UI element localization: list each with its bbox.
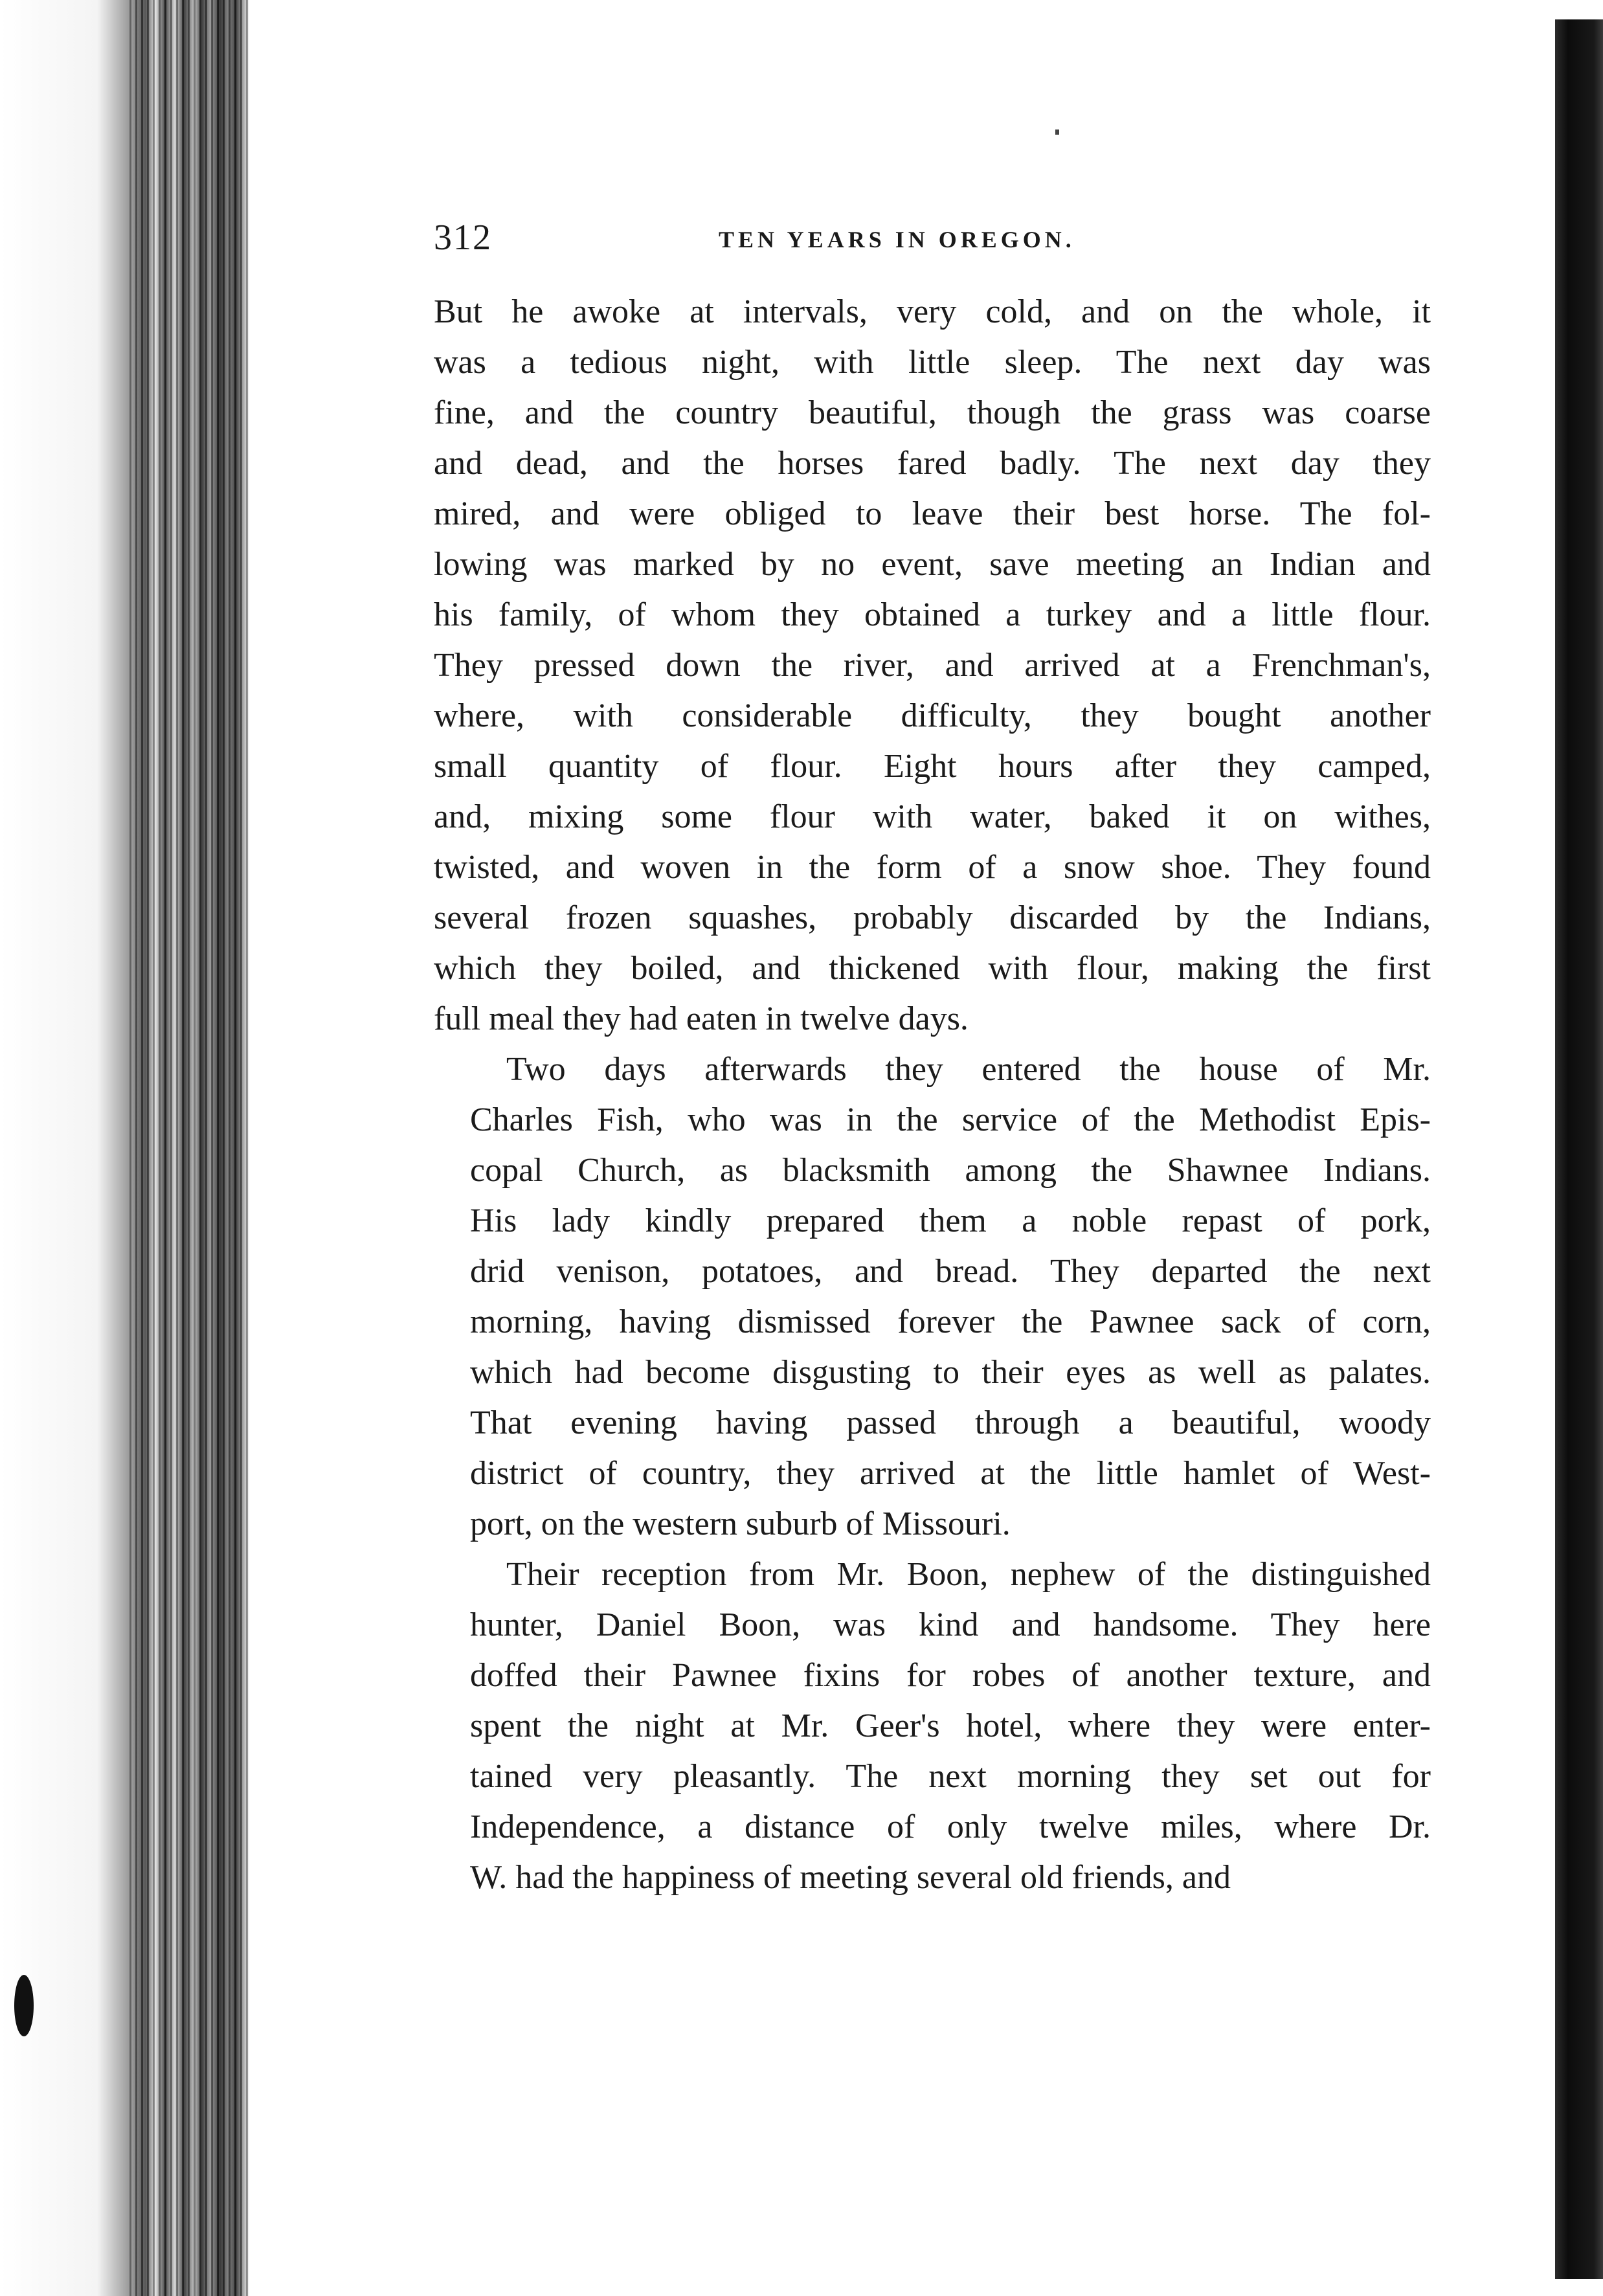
text-line: Their reception from Mr. Boon, nephew of the distinguished: [506, 1556, 1431, 1593]
text-line: several frozen squashes, probably discarded by the Indians,: [434, 899, 1431, 936]
text-line: small quantity of flour. Eight hours after they camped,: [434, 748, 1431, 785]
text-line: drid venison, potatoes, and bread. They departed the next: [470, 1253, 1431, 1290]
text-line: hunter, Daniel Boon, was kind and handsome. They here: [470, 1606, 1431, 1643]
text-line: copal Church, as blacksmith among the Shawnee Indians.: [470, 1152, 1431, 1189]
body-text: [434, 287, 1431, 1903]
text-line: morning, having dismissed forever the Pawnee sack of corn,: [470, 1303, 1431, 1340]
text-line: where, with considerable difficulty, they bought another: [434, 697, 1431, 734]
text-line: tained very pleasantly. The next morning they set out for: [470, 1758, 1431, 1795]
text-line: That evening having passed through a beautiful, woody: [470, 1404, 1431, 1441]
text-line: twisted, and woven in the form of a snow shoe. They found: [434, 849, 1431, 886]
page-stack-lines: [129, 0, 249, 2296]
text-line: His lady kindly prepared them a noble repast of pork,: [470, 1202, 1431, 1239]
text-line: mired, and were obliged to leave their best horse. The fol-: [434, 495, 1431, 532]
text-line: Charles Fish, who was in the service of the Methodist Epis-: [470, 1101, 1431, 1138]
text-line: lowing was marked by no event, save meeting an Indian and: [434, 546, 1431, 583]
paragraph: [434, 287, 1431, 1044]
text-line: district of country, they arrived at the little hamlet of West-: [470, 1455, 1431, 1492]
text-line: his family, of whom they obtained a turkey and a little flour.: [434, 596, 1431, 633]
text-line: and, mixing some flour with water, baked it on withes,: [434, 798, 1431, 835]
text-line: and dead, and the horses fared badly. The next day they: [434, 445, 1431, 482]
text-line: Two days afterwards they entered the house of Mr.: [506, 1051, 1431, 1088]
text-line: port, on the western suburb of Missouri.: [470, 1505, 1011, 1542]
text-line: which had become disgusting to their eyes as well as palates.: [470, 1354, 1431, 1391]
text-line: Independence, a distance of only twelve miles, where Dr.: [470, 1808, 1431, 1845]
paragraph: [434, 1549, 1431, 1903]
text-line: W. had the happiness of meeting several old friends, and: [470, 1859, 1231, 1896]
page-number: 312: [434, 218, 492, 258]
book-page: [249, 16, 1538, 2282]
text-line: which they boiled, and thickened with flour, making the first: [434, 950, 1431, 987]
running-title: TEN YEARS IN OREGON.: [719, 227, 1075, 253]
paragraph: [434, 1044, 1431, 1549]
text-line: full meal they had eaten in twelve days.: [434, 1000, 969, 1037]
text-line: doffed their Pawnee fixins for robes of another texture, and: [470, 1657, 1431, 1694]
text-line: was a tedious night, with little sleep. The next day was: [434, 344, 1431, 381]
running-head: [434, 210, 1411, 275]
stray-ink-mark: [1055, 129, 1059, 135]
text-line: spent the night at Mr. Geer's hotel, where they were enter-: [470, 1707, 1431, 1744]
right-book-edge: [1555, 19, 1603, 2279]
binding-blot: [14, 1975, 34, 2036]
text-line: fine, and the country beautiful, though the grass was coarse: [434, 394, 1431, 431]
text-line: But he awoke at intervals, very cold, and on the whole, it: [434, 293, 1431, 330]
text-line: They pressed down the river, and arrived at a Frenchman's,: [434, 647, 1431, 684]
